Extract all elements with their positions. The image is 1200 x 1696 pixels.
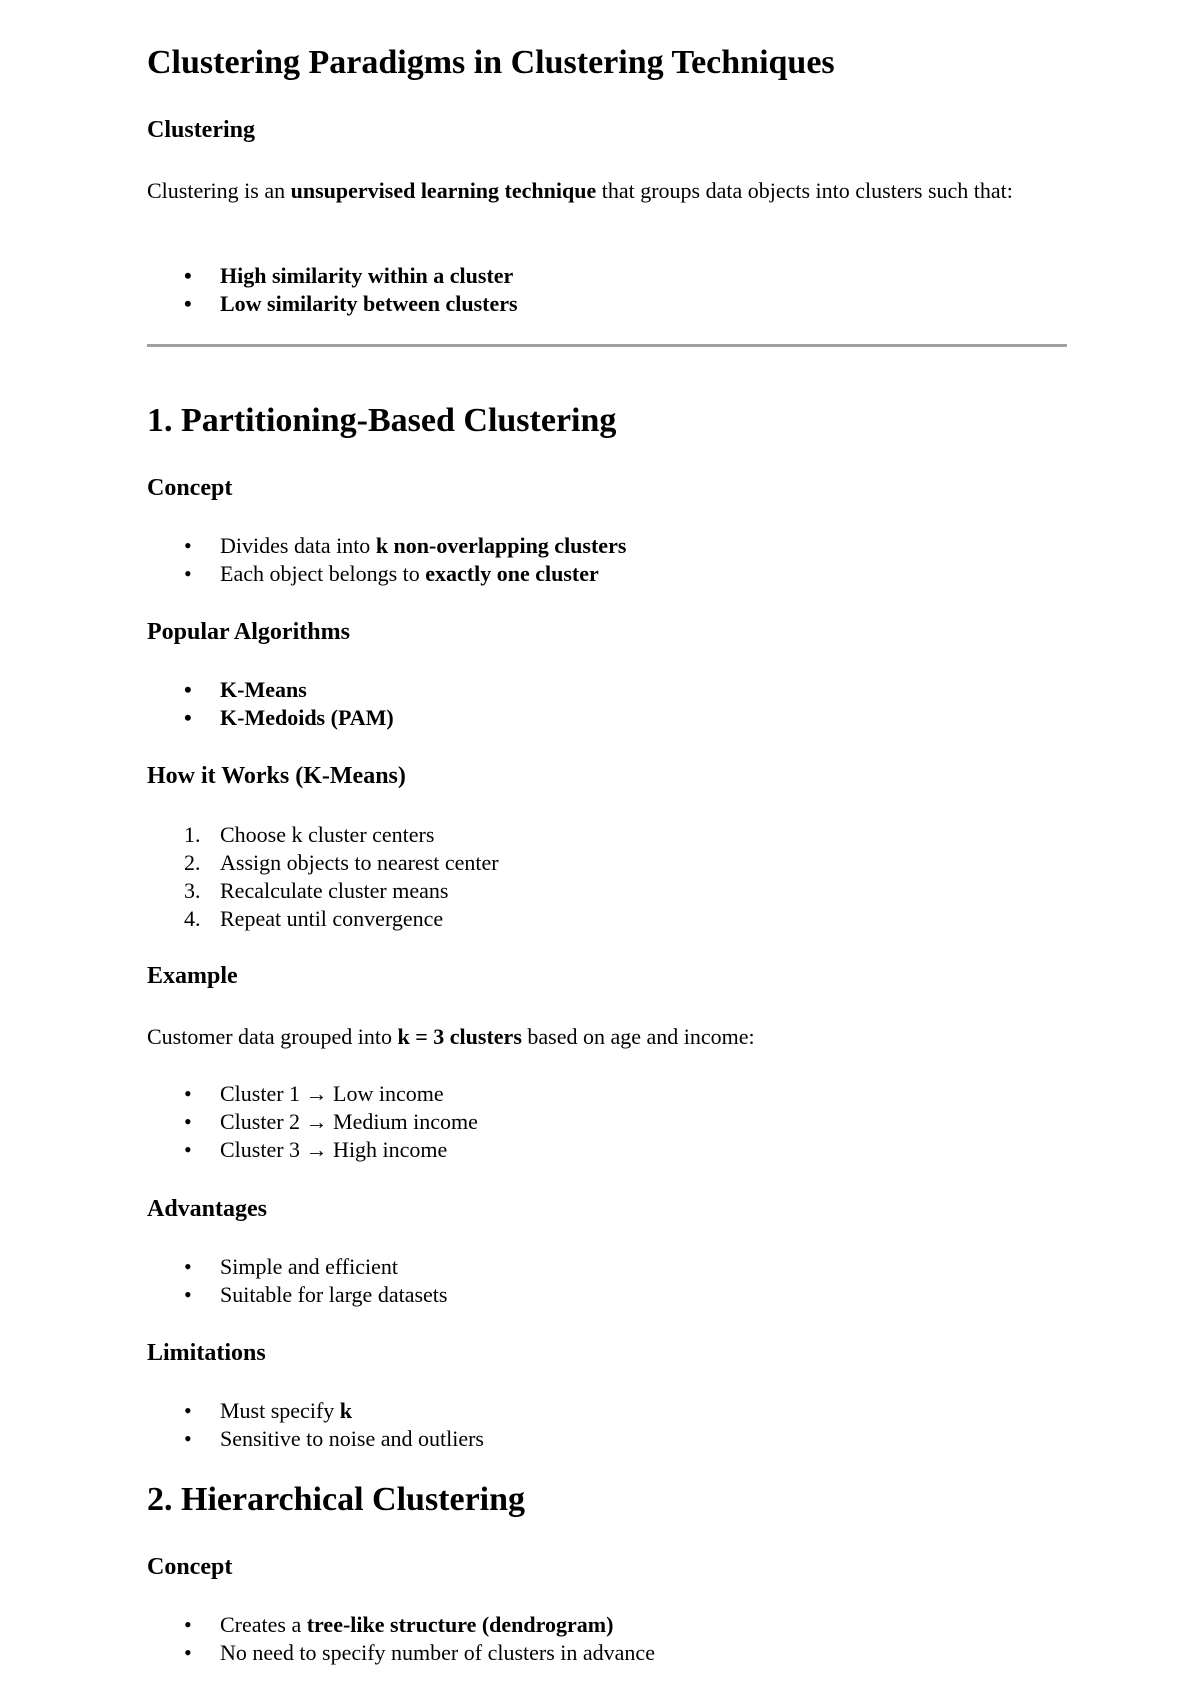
advantages-list: [147, 1253, 447, 1309]
list-item: • Cluster 2 → Medium income: [147, 1108, 478, 1136]
section1-heading: 1. Partitioning-Based Clustering: [147, 402, 617, 439]
list-item: • K-Medoids (PAM): [147, 704, 394, 732]
example-heading: Example: [147, 963, 238, 989]
section2-concept-list: [147, 1611, 655, 1667]
steps-list: [147, 821, 499, 933]
section2-concept-heading: Concept: [147, 1554, 233, 1580]
list-item: • Cluster 1 → Low income: [147, 1080, 478, 1108]
algorithms-list: [147, 676, 394, 732]
list-item: • Low similarity between clusters: [147, 290, 518, 318]
list-item: • Suitable for large datasets: [147, 1281, 447, 1309]
list-item: • High similarity within a cluster: [147, 262, 518, 290]
list-item: • No need to specify number of clusters in advance: [147, 1639, 655, 1667]
list-item: • Each object belongs to exactly one cluster: [147, 560, 626, 588]
list-item: • Must specify k: [147, 1397, 484, 1425]
how-it-works-heading: How it Works (K-Means): [147, 763, 406, 789]
example-list: [147, 1080, 478, 1164]
limitations-list: [147, 1397, 484, 1453]
list-item: • K-Means: [147, 676, 394, 704]
list-item: • Cluster 3 → High income: [147, 1136, 478, 1164]
intro-bullet-list: [147, 262, 518, 318]
section1-concept-heading: Concept: [147, 475, 233, 501]
section1-concept-list: [147, 532, 626, 588]
list-item: 3. Recalculate cluster means: [184, 878, 449, 903]
algorithms-heading: Popular Algorithms: [147, 619, 350, 645]
list-item: • Divides data into k non-overlapping clusters: [147, 532, 626, 560]
intro-heading: Clustering: [147, 117, 255, 143]
limitations-heading: Limitations: [147, 1340, 266, 1366]
list-item: • Sensitive to noise and outliers: [147, 1425, 484, 1453]
list-item: 4. Repeat until convergence: [184, 906, 444, 931]
document-title: Clustering Paradigms in Clustering Techniques: [147, 44, 835, 81]
advantages-heading: Advantages: [147, 1196, 268, 1222]
horizontal-divider: [147, 344, 1067, 347]
list-item: 2. Assign objects to nearest center: [184, 850, 499, 875]
list-item: • Simple and efficient: [147, 1253, 447, 1281]
section2-heading: 2. Hierarchical Clustering: [147, 1481, 526, 1518]
list-item: 1. Choose k cluster centers: [184, 822, 435, 847]
list-item: • Creates a tree-like structure (dendrogram): [147, 1611, 655, 1639]
example-paragraph: Customer data grouped into k = 3 clusters based on age and income:: [147, 1024, 755, 1049]
intro-paragraph: Clustering is an unsupervised learning technique that groups data objects into clusters such that:: [147, 178, 1013, 203]
